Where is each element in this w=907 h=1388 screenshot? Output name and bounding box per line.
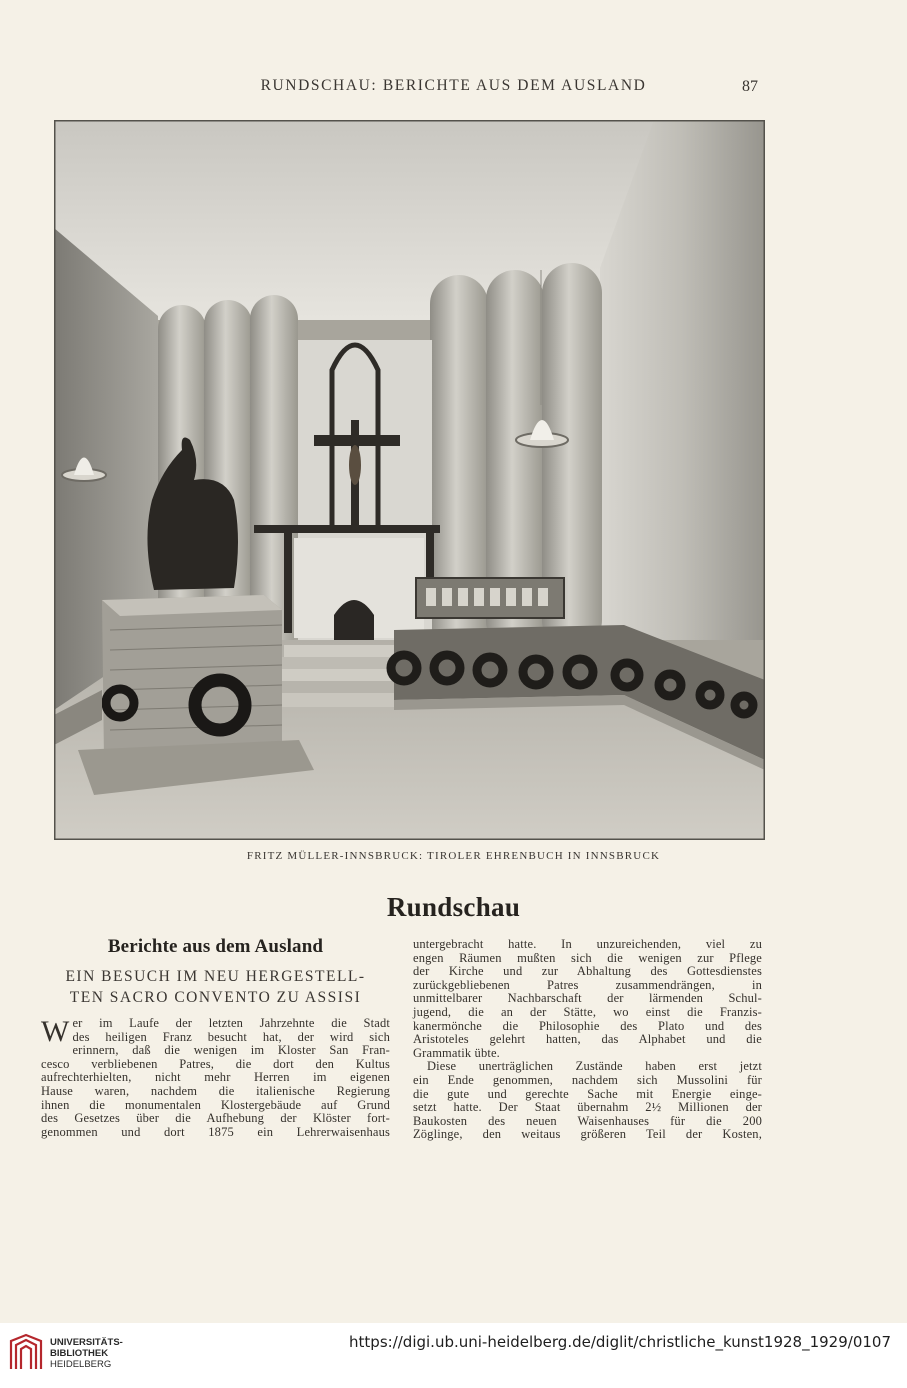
body-line: er im Laufe der letzten Jahrzehnte die Stadt bbox=[72, 1016, 390, 1030]
body-line: zurückgebliebenen Patres zusammendrängen, in bbox=[413, 977, 762, 992]
body-line: Diese unerträglichen Zustände haben erst jetzt bbox=[427, 1059, 762, 1074]
subsection-title: Berichte aus dem Ausland bbox=[107, 936, 324, 957]
body-line: Zöglinge, den weitaus größeren Teil der Kosten, bbox=[413, 1127, 762, 1142]
body-line: Baukosten des neuen Waisenhauses für die 200 bbox=[413, 1113, 762, 1128]
body-line: Grammatik übte. bbox=[413, 1045, 500, 1060]
section-title: Rundschau bbox=[386, 892, 521, 922]
body-line: kanermönche die Philosophie des Plato und des bbox=[413, 1018, 762, 1033]
body-line: unmittelbarer Nachbarschaft der lärmenden Schul- bbox=[413, 991, 762, 1006]
body-line: des heiligen Franz besucht hat, der wird sich bbox=[72, 1029, 390, 1044]
library-name-line-1: UNIVERSITÄTS- bbox=[50, 1337, 123, 1348]
left-column bbox=[41, 936, 390, 1139]
permalink-url[interactable]: https://digi.ub.uni-heidelberg.de/diglit/christliche_kunst1928_1929/0107 bbox=[349, 1333, 891, 1351]
body-line: untergebracht hatte. In unzureichenden, viel zu bbox=[413, 937, 762, 951]
body-line: erinnern, daß die wenigen im Kloster San Fran- bbox=[72, 1043, 390, 1058]
article-title-line-2: TEN SACRO CONVENTO ZU ASSISI bbox=[69, 989, 362, 1006]
article-body bbox=[41, 1017, 390, 1139]
body-line: ein Ende genommen, nachdem sich Mussolini für bbox=[413, 1072, 762, 1087]
article-title bbox=[41, 966, 390, 1008]
body-line: genommen und dort 1875 ein Lehrerwaisenhaus bbox=[41, 1124, 390, 1139]
running-head: RUNDSCHAU: BERICHTE AUS DEM AUSLAND bbox=[260, 77, 647, 94]
body-line: engen Räumen mußten sich die wenigen zur Pflege bbox=[413, 950, 762, 965]
chapel-photograph bbox=[54, 120, 765, 840]
body-line: die gute und gerechte Sache mit Energie einge- bbox=[413, 1086, 762, 1101]
library-logo-icon[interactable] bbox=[9, 1333, 43, 1371]
library-name-line-2: BIBLIOTHEK bbox=[50, 1348, 109, 1359]
library-name[interactable] bbox=[50, 1337, 123, 1370]
body-line: setzt hatte. Der Staat übernahm 2½ Millionen der bbox=[413, 1100, 762, 1115]
body-line: ihnen die monumentalen Klostergebäude auf Grund bbox=[41, 1097, 390, 1112]
body-line: des Gesetzes über die Aufhebung der Klöster fort- bbox=[41, 1111, 390, 1126]
library-name-line-3: HEIDELBERG bbox=[50, 1359, 112, 1370]
body-line: cesco verbliebenen Patres, die dort den Kultus bbox=[41, 1056, 390, 1071]
drop-cap: W bbox=[41, 1015, 70, 1048]
figure-caption: FRITZ MÜLLER-INNSBRUCK: TIROLER EHRENBUCH IN INNSBRUCK bbox=[246, 850, 661, 862]
body-line: Hause waren, nachdem die italienische Regierung bbox=[41, 1083, 390, 1098]
body-line: aufrechterhielten, nicht mehr Herren im eigenen bbox=[41, 1070, 390, 1085]
right-column bbox=[413, 938, 762, 1142]
article-title-line-1: EIN BESUCH IM NEU HERGESTELL- bbox=[65, 968, 366, 985]
page-number: 87 bbox=[742, 78, 758, 95]
body-line: jugend, die an der Stätte, wo einst die Franzis- bbox=[413, 1004, 762, 1019]
body-line: Aristoteles gelehrt hatten, das Alphabet und die bbox=[413, 1032, 762, 1047]
photo-illustration bbox=[54, 120, 765, 840]
body-line: der Kirche und zur Abhaltung des Gottesdienstes bbox=[413, 964, 762, 979]
